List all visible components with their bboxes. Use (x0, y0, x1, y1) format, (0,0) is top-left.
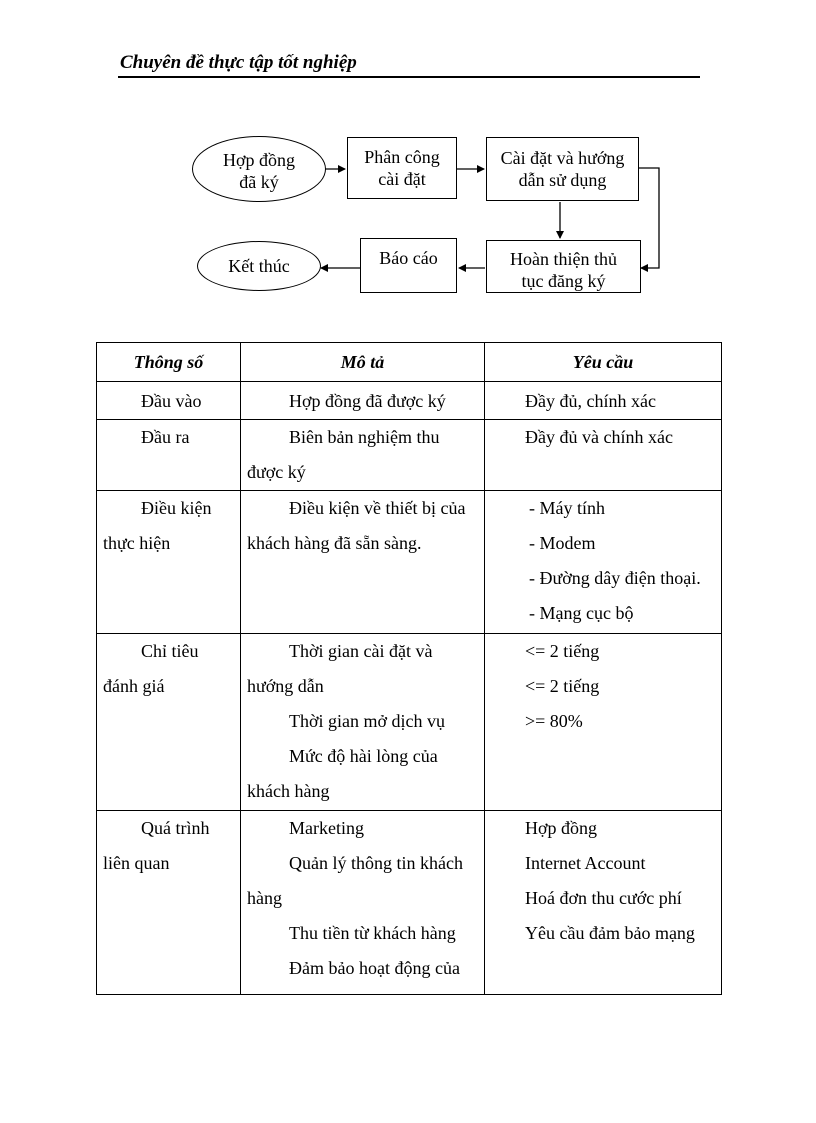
cell-text: thực hiện (103, 533, 171, 553)
cell-parameter (97, 420, 241, 491)
cell-text: Hợp đồng đã được ký (289, 391, 446, 411)
cell-text: Điều kiện về thiết bị của (289, 498, 466, 518)
cell-text: khách hàng đã sẵn sàng. (247, 533, 422, 553)
cell-text: Đầu vào (141, 391, 202, 411)
cell-requirement (485, 382, 722, 420)
cell-text: Internet Account (525, 853, 646, 873)
cell-text: - Modem (529, 533, 596, 553)
cell-description (241, 420, 485, 491)
cell-description (241, 491, 485, 634)
arrow-install-side-to-complete (639, 168, 659, 268)
cell-text: liên quan (103, 853, 170, 873)
node-complete-registration: Hoàn thiện thủ tục đăng ký (486, 240, 641, 293)
node-assign-installation: Phân công cài đặt (347, 137, 457, 199)
cell-text: - Mạng cục bộ (529, 603, 634, 623)
cell-text: khách hàng (247, 781, 330, 801)
cell-text: hướng dẫn (247, 676, 324, 696)
header-parameter: Thông số (97, 343, 241, 382)
node-report: Báo cáo (360, 238, 457, 293)
table-row (97, 382, 722, 420)
cell-text: Hợp đồng (525, 818, 598, 838)
node-install-and-guide: Cài đặt và hướng dẫn sử dụng (486, 137, 639, 201)
page-header-title: Chuyên đề thực tập tốt nghiệp (120, 52, 357, 73)
cell-requirement (485, 420, 722, 491)
cell-text: <= 2 tiếng (525, 641, 600, 661)
cell-text: được ký (247, 462, 306, 482)
cell-text: Thu tiền từ khách hàng (289, 923, 456, 943)
cell-text: Hoá đơn thu cước phí (525, 888, 682, 908)
cell-text: Biên bản nghiệm thu (289, 427, 440, 447)
cell-text: Chỉ tiêu (141, 641, 199, 661)
cell-text: Yêu cầu đảm bảo mạng (525, 923, 695, 943)
table-row (97, 634, 722, 811)
cell-text: Thời gian mở dịch vụ (289, 711, 446, 731)
table-row (97, 420, 722, 491)
cell-requirement (485, 811, 722, 995)
cell-text: <= 2 tiếng (525, 676, 600, 696)
cell-text: Quản lý thông tin khách (289, 853, 463, 873)
cell-parameter (97, 811, 241, 995)
cell-description (241, 382, 485, 420)
table-header-row (97, 343, 722, 382)
cell-text: Đầu ra (141, 427, 190, 447)
cell-text: đánh giá (103, 676, 165, 696)
header-requirement: Yêu cầu (485, 343, 722, 382)
cell-text: Mức độ hài lòng của (289, 746, 438, 766)
cell-parameter (97, 634, 241, 811)
node-end: Kết thúc (197, 241, 321, 291)
cell-text: Điều kiện (141, 498, 212, 518)
cell-text: Đảm bảo hoạt động của (289, 958, 460, 978)
cell-text: hàng (247, 888, 282, 908)
process-spec-table (96, 342, 722, 995)
cell-text: - Máy tính (529, 498, 605, 518)
cell-text: Đầy đủ, chính xác (525, 391, 656, 411)
header-description: Mô tả (241, 343, 485, 382)
cell-text: Đầy đủ và chính xác (525, 427, 673, 447)
cell-requirement (485, 634, 722, 811)
cell-description (241, 634, 485, 811)
cell-text: - Đường dây điện thoại. (529, 568, 701, 588)
cell-text: Quá trình (141, 818, 210, 838)
cell-description (241, 811, 485, 995)
cell-text: Marketing (289, 818, 364, 838)
cell-text: Thời gian cài đặt và (289, 641, 433, 661)
cell-parameter (97, 382, 241, 420)
cell-requirement (485, 491, 722, 634)
cell-text: >= 80% (525, 711, 583, 731)
table-row (97, 811, 722, 995)
cell-parameter (97, 491, 241, 634)
node-contract-signed: Hợp đồng đã ký (192, 136, 326, 202)
table-row (97, 491, 722, 634)
